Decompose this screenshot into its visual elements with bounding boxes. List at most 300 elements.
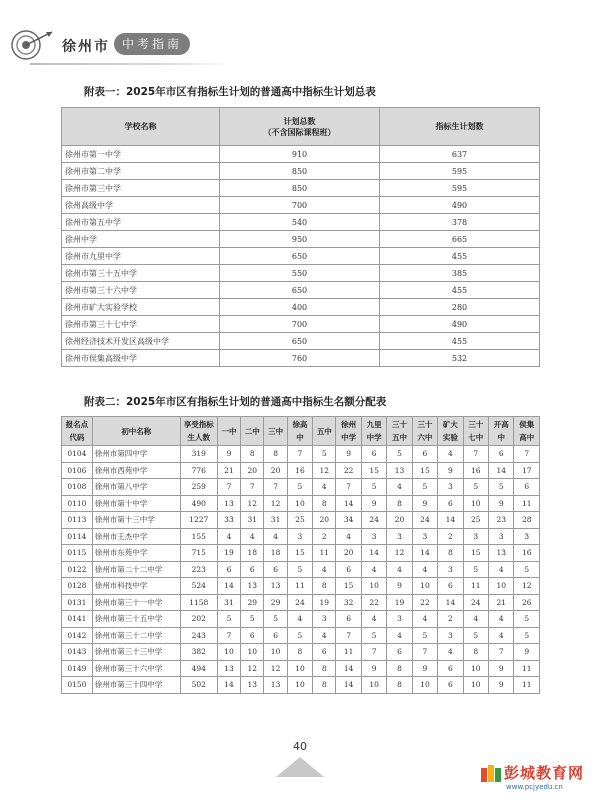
value-cell: 6 (217, 561, 240, 578)
value-cell: 2 (438, 611, 463, 628)
table-row (62, 627, 540, 644)
table2-header-cell (62, 417, 93, 446)
school-name-cell: 徐州市第三中学 (62, 180, 220, 197)
value-cell: 5 (287, 561, 312, 578)
table-row (62, 180, 540, 197)
total-plan-cell: 650 (220, 282, 380, 299)
value-cell: 6 (264, 561, 287, 578)
value-cell: 5 (514, 561, 540, 578)
quota-plan-cell: 490 (380, 316, 540, 333)
book-logo-icon (480, 762, 502, 784)
value-cell: 16 (514, 545, 540, 562)
value-cell: 29 (264, 594, 287, 611)
school-name-cell: 徐州市九里中学 (62, 248, 220, 265)
value-cell: 5 (287, 479, 312, 496)
value-cell: 3 (438, 561, 463, 578)
value-cell: 4 (489, 561, 514, 578)
value-cell: 4 (313, 561, 336, 578)
table-row (62, 350, 540, 367)
header-line: 中 (296, 433, 304, 442)
table2-header-cell (336, 417, 361, 446)
value-cell: 9 (412, 495, 437, 512)
school-name-cell: 徐州市第八中学 (92, 479, 180, 496)
quota-plan-cell: 665 (380, 231, 540, 248)
value-cell: 7 (287, 446, 312, 463)
code-cell: 0114 (62, 528, 93, 545)
value-cell: 5 (412, 627, 437, 644)
value-cell: 4 (361, 611, 386, 628)
table2-header-cell (180, 417, 217, 446)
table-row (62, 479, 540, 496)
table-row (62, 248, 540, 265)
value-cell: 10 (264, 644, 287, 661)
value-cell: 9 (514, 644, 540, 661)
table2-header-cell (463, 417, 488, 446)
value-cell: 8 (387, 660, 412, 677)
quota-plan-cell: 532 (380, 350, 540, 367)
value-cell: 5 (287, 627, 312, 644)
value-cell: 14 (361, 545, 386, 562)
value-cell: 12 (241, 495, 264, 512)
table2-header-cell (241, 417, 264, 446)
value-cell: 20 (313, 512, 336, 529)
table1-header-row (62, 108, 540, 146)
value-cell: 14 (336, 495, 361, 512)
value-cell: 24 (361, 512, 386, 529)
value-cell: 490 (180, 495, 217, 512)
value-cell: 10 (361, 677, 386, 694)
school-name-cell: 徐州市第十三中学 (92, 512, 180, 529)
value-cell: 4 (387, 479, 412, 496)
table2-header-cell (412, 417, 437, 446)
school-name-cell: 徐州市第五中学 (62, 214, 220, 231)
value-cell: 319 (180, 446, 217, 463)
header-line: 开高 (493, 420, 509, 429)
value-cell: 10 (287, 660, 312, 677)
value-cell: 7 (412, 644, 437, 661)
value-cell: 776 (180, 462, 217, 479)
value-cell: 34 (336, 512, 361, 529)
value-cell: 8 (387, 677, 412, 694)
table2-caption: 附表二：2025年市区有指标生计划的普通高中指标生名额分配表 (84, 396, 387, 408)
value-cell: 19 (387, 594, 412, 611)
value-cell: 8 (264, 446, 287, 463)
value-cell: 7 (489, 644, 514, 661)
school-name-cell: 徐州市第三十五中学 (92, 611, 180, 628)
header-divider (30, 63, 230, 65)
school-name-cell: 徐州中学 (62, 231, 220, 248)
value-cell: 4 (438, 644, 463, 661)
value-cell: 7 (264, 479, 287, 496)
header-line: 九里 (366, 420, 382, 429)
value-cell: 31 (264, 512, 287, 529)
total-plan-cell: 910 (220, 146, 380, 163)
value-cell: 14 (412, 545, 437, 562)
value-cell: 6 (438, 660, 463, 677)
quota-plan-cell: 280 (380, 299, 540, 316)
value-cell: 3 (313, 611, 336, 628)
table-row (62, 299, 540, 316)
value-cell: 6 (313, 644, 336, 661)
header-line: 享受指标 (183, 420, 214, 429)
value-cell: 7 (514, 446, 540, 463)
value-cell: 8 (313, 677, 336, 694)
school-name-cell: 徐州高级中学 (62, 197, 220, 214)
value-cell: 4 (287, 611, 312, 628)
value-cell: 3 (489, 528, 514, 545)
quota-summary-table (61, 107, 540, 367)
total-plan-cell: 700 (220, 316, 380, 333)
value-cell: 8 (313, 660, 336, 677)
value-cell: 4 (438, 446, 463, 463)
value-cell: 7 (361, 644, 386, 661)
value-cell: 8 (387, 495, 412, 512)
value-cell: 8 (313, 495, 336, 512)
value-cell: 4 (361, 561, 386, 578)
code-cell: 0106 (62, 462, 93, 479)
quota-plan-cell: 385 (380, 265, 540, 282)
header-line: 代码 (69, 433, 85, 442)
value-cell: 6 (336, 611, 361, 628)
value-cell: 7 (241, 479, 264, 496)
value-cell: 9 (412, 660, 437, 677)
header-line: 报名点 (65, 420, 89, 429)
value-cell: 4 (217, 528, 240, 545)
value-cell: 12 (387, 545, 412, 562)
page-number: 40 (293, 740, 307, 753)
value-cell: 9 (217, 446, 240, 463)
header-line: 初中名称 (121, 426, 152, 436)
value-cell: 13 (241, 677, 264, 694)
value-cell: 21 (489, 594, 514, 611)
value-cell: 155 (180, 528, 217, 545)
header-line: 侯集 (519, 420, 535, 429)
value-cell: 6 (361, 446, 386, 463)
value-cell: 32 (336, 594, 361, 611)
col-quota-plan: 指标生计划数 (380, 108, 540, 146)
table2-header-row (62, 417, 540, 446)
value-cell: 6 (241, 561, 264, 578)
value-cell: 4 (387, 627, 412, 644)
table-row (62, 545, 540, 562)
header-line: 中 (497, 433, 505, 442)
value-cell: 6 (438, 677, 463, 694)
table1-caption: 附表一：2025年市区有指标生计划的普通高中指标生计划总表 (84, 86, 376, 98)
value-cell: 6 (264, 627, 287, 644)
table2-header-cell (438, 417, 463, 446)
value-cell: 28 (514, 512, 540, 529)
value-cell: 11 (336, 644, 361, 661)
school-name-cell: 徐州市东苑中学 (92, 545, 180, 562)
value-cell: 14 (217, 578, 240, 595)
value-cell: 7 (336, 627, 361, 644)
watermark-url: www.pcjyedu.cn (506, 783, 563, 791)
col-total-plan-line2: （不含国际课程班） (263, 127, 336, 137)
school-name-cell: 徐州市第三十一中学 (92, 594, 180, 611)
value-cell: 4 (412, 561, 437, 578)
value-cell: 20 (264, 462, 287, 479)
total-plan-cell: 760 (220, 350, 380, 367)
table-row (62, 146, 540, 163)
value-cell: 6 (336, 561, 361, 578)
table2-header-cell (217, 417, 240, 446)
value-cell: 3 (361, 528, 386, 545)
value-cell: 13 (217, 660, 240, 677)
value-cell: 15 (361, 462, 386, 479)
value-cell: 524 (180, 578, 217, 595)
value-cell: 13 (489, 545, 514, 562)
value-cell: 715 (180, 545, 217, 562)
value-cell: 8 (313, 578, 336, 595)
value-cell: 6 (438, 495, 463, 512)
value-cell: 5 (489, 479, 514, 496)
value-cell: 10 (241, 644, 264, 661)
value-cell: 5 (217, 611, 240, 628)
total-plan-cell: 540 (220, 214, 380, 231)
value-cell: 5 (412, 479, 437, 496)
school-name-cell: 徐州市侯集高级中学 (62, 350, 220, 367)
value-cell: 23 (489, 512, 514, 529)
value-cell: 8 (241, 446, 264, 463)
header-line: 徐州 (341, 420, 357, 429)
school-name-cell: 徐州市第三十四中学 (92, 677, 180, 694)
value-cell: 22 (412, 594, 437, 611)
table-row (62, 231, 540, 248)
value-cell: 2 (313, 528, 336, 545)
header-city: 徐州市 (62, 39, 110, 55)
value-cell: 1158 (180, 594, 217, 611)
total-plan-cell: 650 (220, 333, 380, 350)
page-header (0, 0, 600, 80)
value-cell: 5 (463, 479, 488, 496)
school-name-cell: 徐州市第十中学 (92, 495, 180, 512)
table-row (62, 495, 540, 512)
value-cell: 20 (241, 462, 264, 479)
value-cell: 22 (361, 594, 386, 611)
total-plan-cell: 550 (220, 265, 380, 282)
value-cell: 8 (287, 644, 312, 661)
table-row (62, 660, 540, 677)
value-cell: 12 (264, 660, 287, 677)
value-cell: 9 (489, 495, 514, 512)
value-cell: 3 (387, 528, 412, 545)
header-line: 一中 (221, 426, 237, 436)
code-cell: 0149 (62, 660, 93, 677)
table-row (62, 446, 540, 463)
value-cell: 11 (514, 677, 540, 694)
value-cell: 10 (287, 677, 312, 694)
school-name-cell: 徐州市第一中学 (62, 146, 220, 163)
value-cell: 31 (241, 512, 264, 529)
quota-plan-cell: 490 (380, 197, 540, 214)
value-cell: 243 (180, 627, 217, 644)
value-cell: 4 (387, 561, 412, 578)
value-cell: 10 (463, 677, 488, 694)
value-cell: 15 (412, 462, 437, 479)
value-cell: 502 (180, 677, 217, 694)
table-row (62, 282, 540, 299)
code-cell: 0141 (62, 611, 93, 628)
value-cell: 16 (463, 462, 488, 479)
value-cell: 3 (463, 528, 488, 545)
value-cell: 5 (313, 446, 336, 463)
value-cell: 14 (489, 462, 514, 479)
value-cell: 1227 (180, 512, 217, 529)
value-cell: 22 (336, 462, 361, 479)
value-cell: 13 (264, 578, 287, 595)
quota-plan-cell: 595 (380, 163, 540, 180)
value-cell: 4 (489, 611, 514, 628)
value-cell: 14 (217, 677, 240, 694)
page-triangle-icon (274, 755, 326, 779)
quota-allocation-table (61, 416, 540, 694)
value-cell: 14 (336, 660, 361, 677)
school-name-cell: 徐州市第三十二中学 (92, 627, 180, 644)
school-name-cell: 徐州经济技术开发区高级中学 (62, 333, 220, 350)
header-line: 生人数 (187, 433, 210, 442)
header-line: 三十 (392, 420, 408, 429)
value-cell: 19 (217, 545, 240, 562)
value-cell: 12 (241, 660, 264, 677)
value-cell: 15 (287, 545, 312, 562)
code-cell: 0131 (62, 594, 93, 611)
table-row (62, 265, 540, 282)
table-row (62, 316, 540, 333)
school-name-cell: 徐州市科技中学 (92, 578, 180, 595)
school-name-cell: 徐州市第三十六中学 (92, 660, 180, 677)
value-cell: 5 (361, 627, 386, 644)
value-cell: 6 (412, 446, 437, 463)
table2-header-cell (313, 417, 336, 446)
value-cell: 9 (489, 660, 514, 677)
header-line: 三十 (468, 420, 484, 429)
table-row (62, 561, 540, 578)
value-cell: 11 (287, 578, 312, 595)
header-line: 实验 (442, 433, 458, 442)
value-cell: 3 (412, 528, 437, 545)
header-line: 中学 (341, 433, 357, 442)
value-cell: 3 (438, 627, 463, 644)
header-line: 徐高 (292, 420, 308, 429)
code-cell: 0108 (62, 479, 93, 496)
code-cell: 0110 (62, 495, 93, 512)
value-cell: 14 (438, 512, 463, 529)
value-cell: 9 (438, 462, 463, 479)
value-cell: 12 (514, 578, 540, 595)
table-row (62, 594, 540, 611)
value-cell: 25 (287, 512, 312, 529)
school-name-cell: 徐州市第三十六中学 (62, 282, 220, 299)
table2-header-cell (514, 417, 540, 446)
quota-plan-cell: 378 (380, 214, 540, 231)
col-school-name: 学校名称 (62, 108, 220, 146)
table-row (62, 333, 540, 350)
table-row (62, 214, 540, 231)
table2-header-cell (287, 417, 312, 446)
value-cell: 202 (180, 611, 217, 628)
school-name-cell: 徐州市第三十七中学 (62, 316, 220, 333)
value-cell: 9 (387, 578, 412, 595)
value-cell: 6 (489, 446, 514, 463)
value-cell: 14 (438, 594, 463, 611)
code-cell: 0122 (62, 561, 93, 578)
table-row (62, 611, 540, 628)
value-cell: 25 (463, 512, 488, 529)
code-cell: 0143 (62, 644, 93, 661)
value-cell: 31 (217, 594, 240, 611)
value-cell: 5 (463, 561, 488, 578)
value-cell: 26 (514, 594, 540, 611)
code-cell: 0142 (62, 627, 93, 644)
value-cell: 3 (438, 479, 463, 496)
value-cell: 5 (264, 611, 287, 628)
total-plan-cell: 650 (220, 248, 380, 265)
school-name-cell: 徐州市矿大实验学校 (62, 299, 220, 316)
header-line: 中学 (366, 433, 382, 442)
total-plan-cell: 400 (220, 299, 380, 316)
school-name-cell: 徐州市西苑中学 (92, 462, 180, 479)
watermark-name: 彭城教育网 (504, 764, 585, 782)
table-row (62, 677, 540, 694)
quota-plan-cell: 595 (380, 180, 540, 197)
value-cell: 7 (217, 627, 240, 644)
value-cell: 7 (463, 446, 488, 463)
value-cell: 6 (387, 644, 412, 661)
col-total-plan-line1: 计划总数 (283, 116, 316, 126)
school-name-cell: 徐州市第三十三中学 (92, 644, 180, 661)
code-cell: 0104 (62, 446, 93, 463)
header-line: 六中 (417, 433, 433, 442)
value-cell: 18 (264, 545, 287, 562)
value-cell: 13 (217, 495, 240, 512)
value-cell: 8 (438, 545, 463, 562)
value-cell: 18 (241, 545, 264, 562)
value-cell: 7 (336, 479, 361, 496)
quota-plan-cell: 637 (380, 146, 540, 163)
code-cell: 0128 (62, 578, 93, 595)
value-cell: 4 (489, 627, 514, 644)
value-cell: 10 (489, 578, 514, 595)
table2-header-cell (92, 417, 180, 446)
value-cell: 259 (180, 479, 217, 496)
header-line: 二中 (244, 426, 260, 436)
school-name-cell: 徐州市第三十五中学 (62, 265, 220, 282)
value-cell: 6 (241, 627, 264, 644)
quota-plan-cell: 455 (380, 333, 540, 350)
total-plan-cell: 950 (220, 231, 380, 248)
value-cell: 11 (313, 545, 336, 562)
value-cell: 5 (241, 611, 264, 628)
value-cell: 12 (264, 495, 287, 512)
value-cell: 10 (217, 644, 240, 661)
value-cell: 10 (412, 677, 437, 694)
value-cell: 9 (489, 677, 514, 694)
code-cell: 0113 (62, 512, 93, 529)
quota-plan-cell: 455 (380, 248, 540, 265)
value-cell: 24 (287, 594, 312, 611)
table2-header-cell (387, 417, 412, 446)
watermark (480, 760, 592, 802)
table-row (62, 163, 540, 180)
value-cell: 223 (180, 561, 217, 578)
value-cell: 24 (463, 594, 488, 611)
value-cell: 16 (287, 462, 312, 479)
school-name-cell: 徐州市王杰中学 (92, 528, 180, 545)
value-cell: 19 (313, 594, 336, 611)
value-cell: 8 (463, 644, 488, 661)
value-cell: 11 (514, 660, 540, 677)
table2-header-cell (489, 417, 514, 446)
